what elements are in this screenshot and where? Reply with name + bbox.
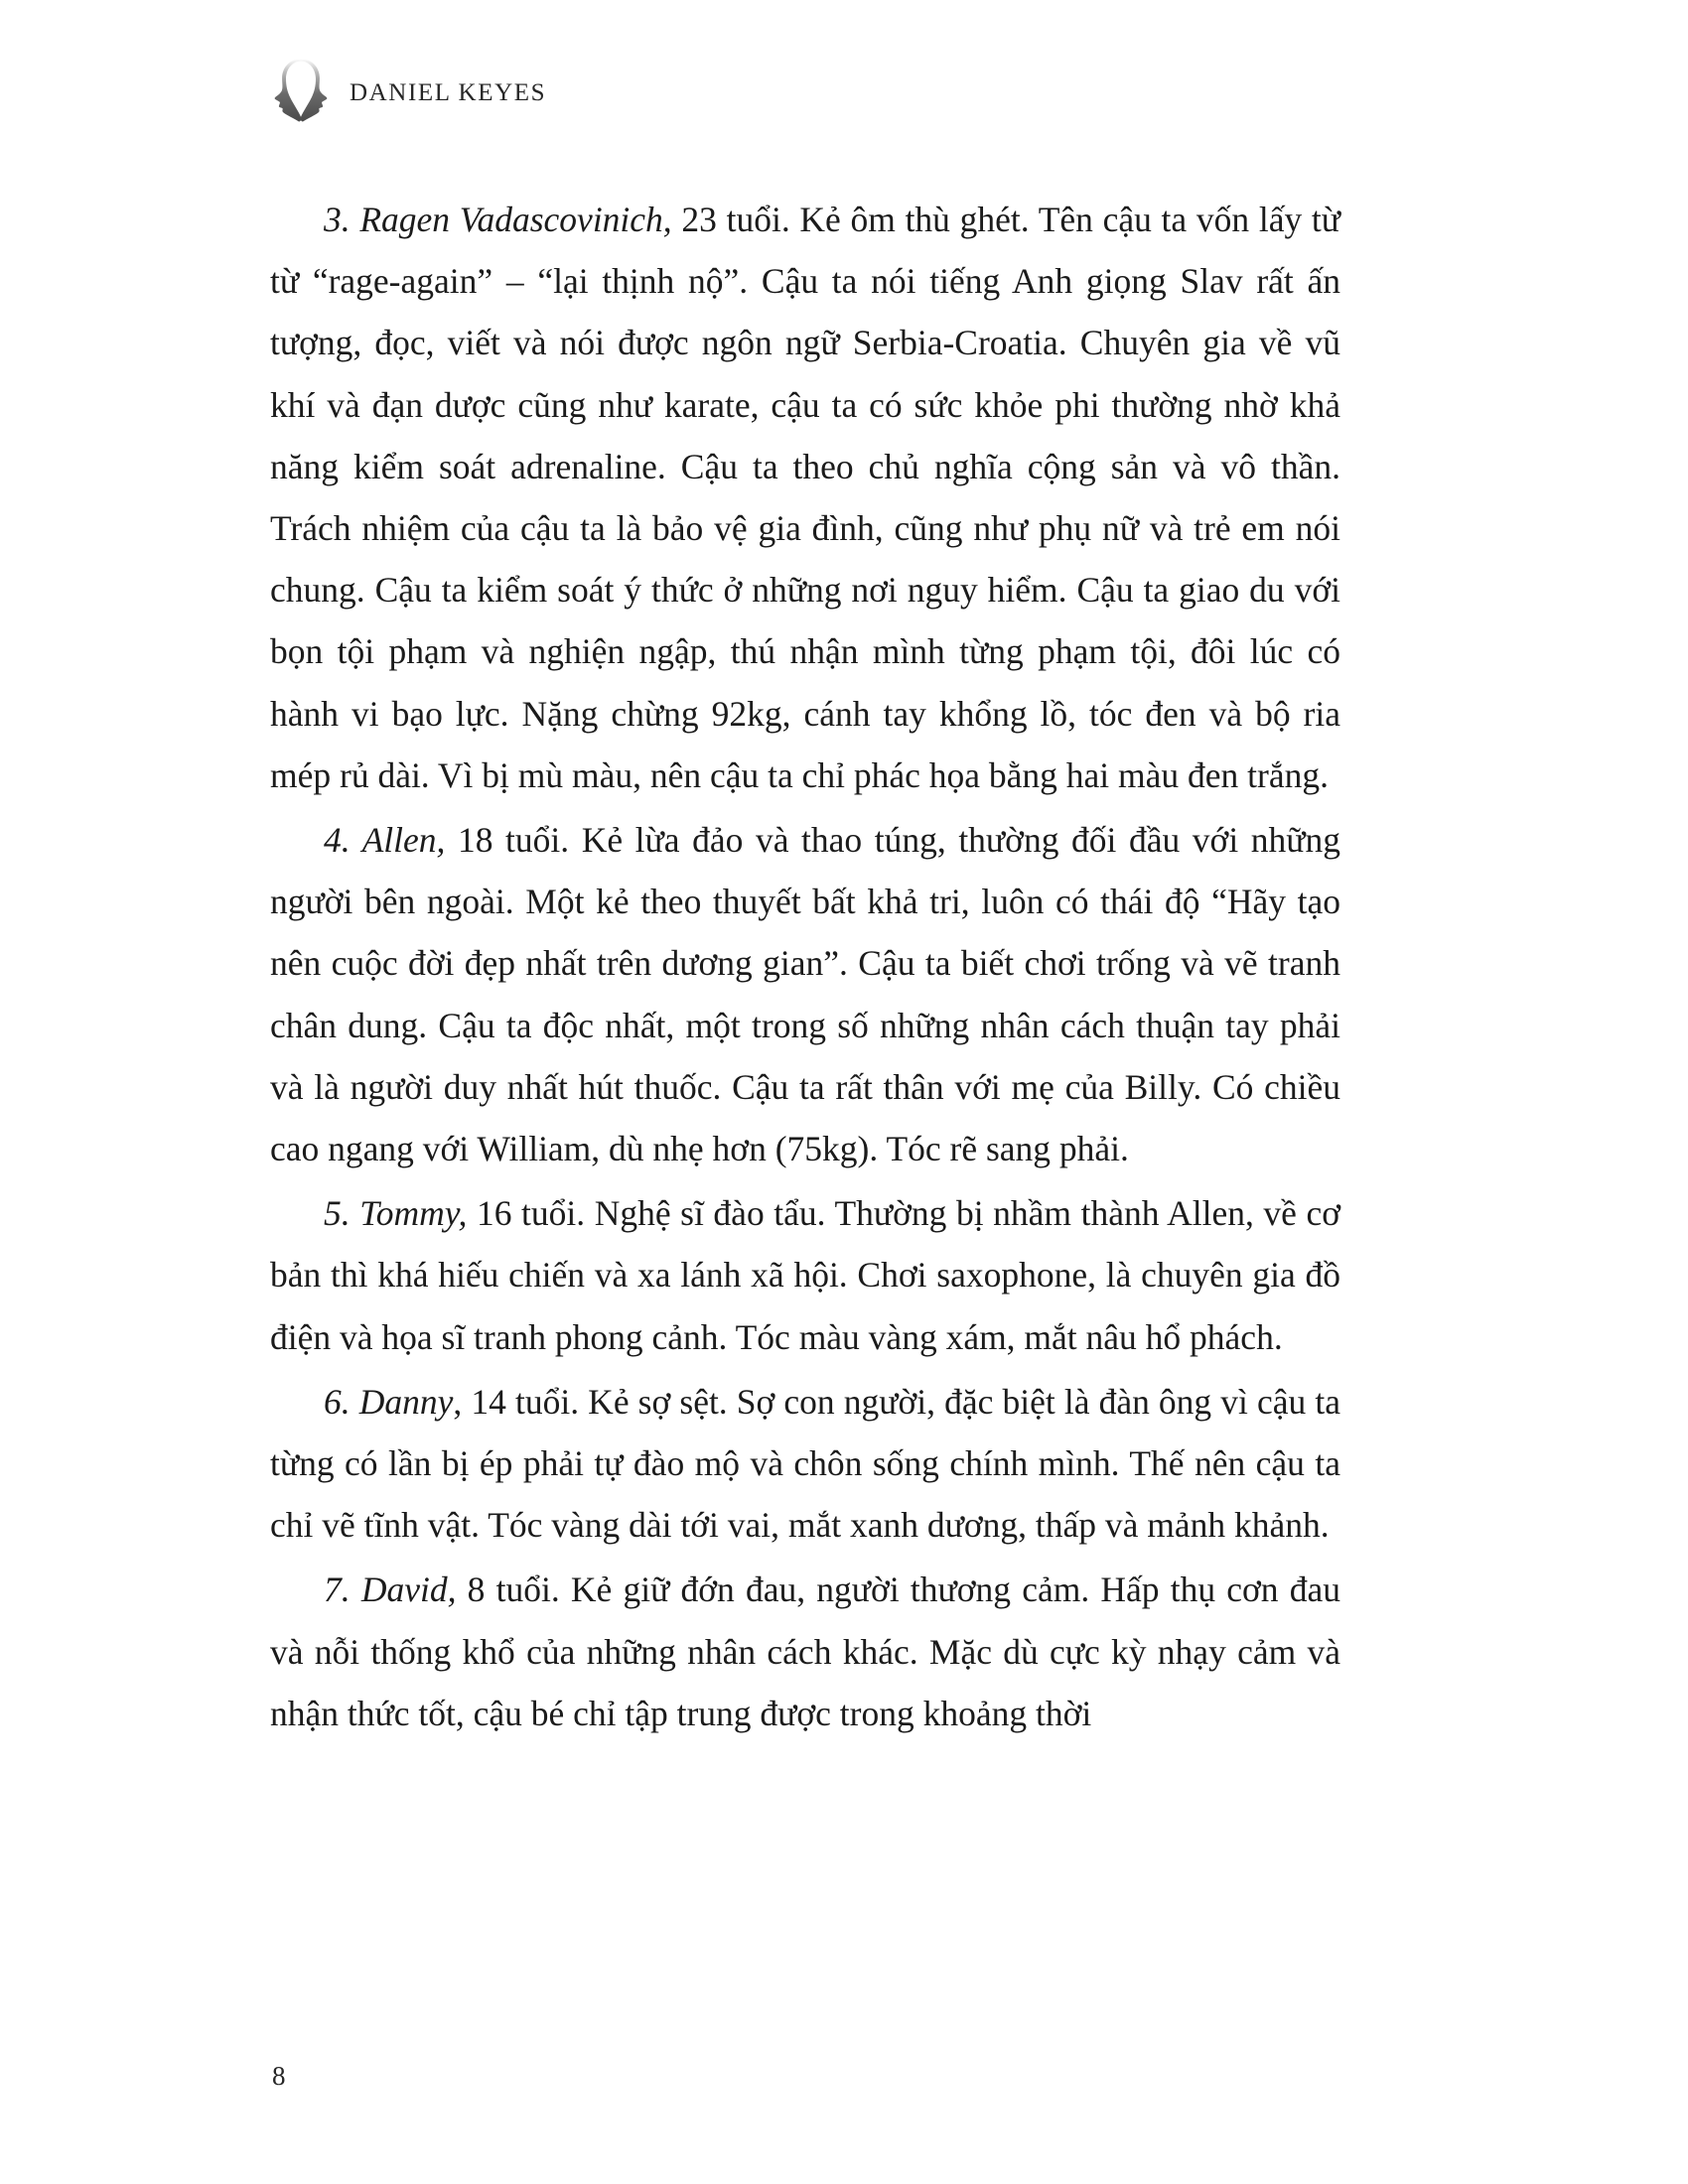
alter-paragraph-6	[270, 1371, 1340, 1557]
alter-paragraph-3	[270, 189, 1340, 806]
two-facing-head-silhouettes-icon	[270, 56, 332, 123]
alter-paragraph-7	[270, 1559, 1340, 1744]
alter-name-5: Tommy,	[359, 1193, 468, 1234]
author-name: DANIEL KEYES	[350, 78, 547, 106]
alter-description-7: 8 tuổi. Kẻ giữ đớn đau, người thương cảm. Hấp thụ cơn đau và nỗi thống khổ của những nhân cách khác. Mặc dù cực kỳ nhạy cảm và nhận thức tốt, cậu bé chỉ tập trung được trong khoảng thời	[270, 1570, 1340, 1733]
alter-description-4: 18 tuổi. Kẻ lừa đảo và thao túng, thường đối đầu với những người bên ngoài. Một kẻ theo thuyết bất khả tri, luôn có thái độ “Hãy tạo nên cuộc đời đẹp nhất trên dương gian”. Cậu ta biết chơi trống và vẽ tranh chân dung. Cậu ta độc nhất, một trong số những nhân cách thuận tay phải và là người duy nhất hút thuốc. Cậu ta rất thân với mẹ của Billy. Có chiều cao ngang với William, dù nhẹ hơn (75kg). Tóc rẽ sang phải.	[270, 820, 1341, 1169]
alter-number-4: 4.	[324, 820, 351, 861]
alter-paragraph-4	[270, 809, 1340, 1179]
page-number: 8	[272, 2061, 286, 2091]
alter-paragraph-5	[270, 1182, 1340, 1368]
alter-number-7: 7.	[324, 1570, 351, 1610]
alter-description-6: , 14 tuổi. Kẻ sợ sệt. Sợ con người, đặc biệt là đàn ông vì cậu ta từng có lần bị ép phải tự đào mộ và chôn sống chính mình. Thế nên cậu ta chỉ vẽ tĩnh vật. Tóc vàng dài tới vai, mắt xanh dương, thấp và mảnh khảnh.	[270, 1381, 1340, 1546]
alter-description-5: 16 tuổi. Nghệ sĩ đào tẩu. Thường bị nhầm thành Allen, về cơ bản thì khá hiếu chiến và xa lánh xã hội. Chơi saxophone, là chuyên gia đồ điện và họa sĩ tranh phong cảnh. Tóc màu vàng xám, mắt nâu hổ phách.	[270, 1193, 1341, 1357]
alter-name-7: David,	[360, 1570, 457, 1610]
alter-number-6: 6.	[324, 1381, 351, 1422]
alter-description-3: 23 tuổi. Kẻ ôm thù ghét. Tên cậu ta vốn lấy từ từ “rage-again” – “lại thịnh nộ”. Cậu ta nói tiếng Anh giọng Slav rất ấn tượng, đọc, viết và nói được ngôn ngữ Serbia-Croatia. Chuyên gia về vũ khí và đạn dược cũng như karate, cậu ta có sức khỏe phi thường nhờ khả năng kiểm soát adrenaline. Cậu ta theo chủ nghĩa cộng sản và vô thần. Trách nhiệm của cậu ta là bảo vệ gia đình, cũng như phụ nữ và trẻ em nói chung. Cậu ta kiểm soát ý thức ở những nơi nguy hiểm. Cậu ta giao du với bọn tội phạm và nghiện ngập, thú nhận mình từng phạm tội, đôi lúc có hành vi bạo lực. Nặng chừng 92kg, cánh tay khổng lồ, tóc đen và bộ ria mép rủ dài. Vì bị mù màu, nên cậu ta chỉ phác họa bằng hai màu đen trắng.	[270, 200, 1341, 795]
alter-name-4: Allen,	[361, 820, 446, 861]
alter-name-3: Ragen Vadascovinich,	[359, 200, 672, 239]
alter-name-6: Danny	[358, 1381, 454, 1422]
alter-number-5: 5.	[324, 1193, 351, 1234]
running-head	[270, 56, 546, 123]
page-text-block	[270, 189, 1340, 1744]
alter-number-3: 3.	[324, 200, 351, 239]
